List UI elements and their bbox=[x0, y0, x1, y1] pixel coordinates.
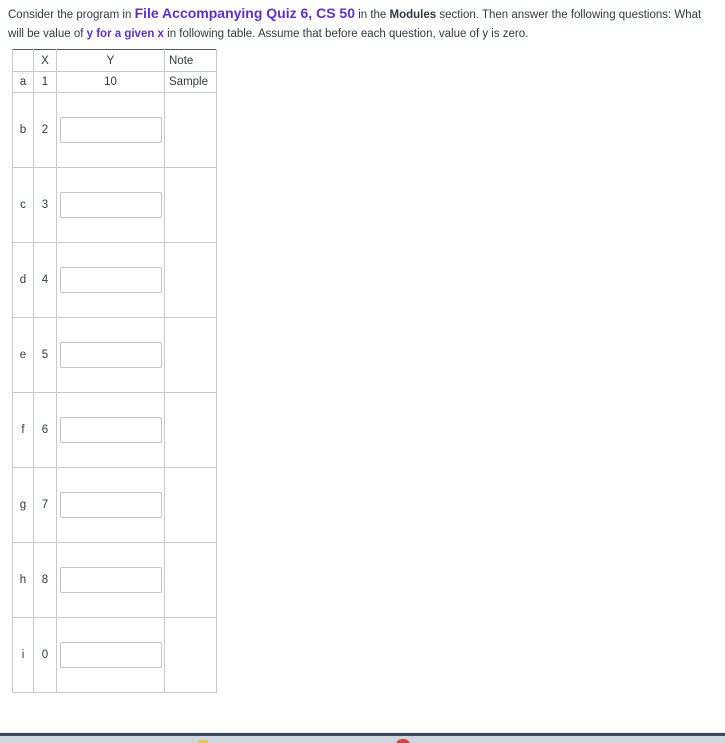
answer-input-d[interactable] bbox=[60, 267, 162, 293]
row-x-value: 2 bbox=[34, 93, 57, 168]
row-x-value: 7 bbox=[34, 468, 57, 543]
row-letter: g bbox=[13, 468, 34, 543]
row-letter: i bbox=[13, 618, 34, 693]
answer-input-e[interactable] bbox=[60, 342, 162, 368]
table-row bbox=[13, 543, 217, 618]
table-row bbox=[13, 318, 217, 393]
row-x-value: 8 bbox=[34, 543, 57, 618]
row-x-value: 3 bbox=[34, 168, 57, 243]
row-letter: h bbox=[13, 543, 34, 618]
header-note: Note bbox=[165, 50, 217, 72]
header-y: Y bbox=[57, 50, 165, 72]
row-x-value: 0 bbox=[34, 618, 57, 693]
answer-input-i[interactable] bbox=[60, 642, 162, 668]
bottom-red-marker bbox=[396, 739, 410, 743]
table-row bbox=[13, 93, 217, 168]
sample-note: Sample bbox=[165, 72, 217, 93]
row-letter: a bbox=[13, 72, 34, 93]
row-x-value: 1 bbox=[34, 72, 57, 93]
answer-input-g[interactable] bbox=[60, 492, 162, 518]
row-x-value: 4 bbox=[34, 243, 57, 318]
table-row bbox=[13, 393, 217, 468]
row-x-value: 5 bbox=[34, 318, 57, 393]
table-header-row bbox=[13, 50, 217, 72]
row-letter: e bbox=[13, 318, 34, 393]
row-letter: f bbox=[13, 393, 34, 468]
answer-input-f[interactable] bbox=[60, 417, 162, 443]
intro-text-2: in the bbox=[355, 9, 390, 21]
answer-input-b[interactable] bbox=[60, 117, 162, 143]
intro-text-4: in following table. Assume that before each question, value of y is zero. bbox=[163, 28, 529, 40]
highlight-text: y for a given x bbox=[86, 28, 164, 40]
intro-text-3: section. Then answer the following questions: What will be value of bbox=[8, 9, 702, 40]
answer-input-h[interactable] bbox=[60, 567, 162, 593]
row-letter: b bbox=[13, 93, 34, 168]
answer-table bbox=[12, 49, 217, 693]
table-row bbox=[13, 468, 217, 543]
header-x: X bbox=[34, 50, 57, 72]
sample-y-value: 10 bbox=[57, 72, 165, 93]
table-row bbox=[13, 618, 217, 693]
bottom-scroll-bar bbox=[0, 732, 725, 743]
file-link[interactable]: File Accompanying Quiz 6, CS 50 bbox=[134, 5, 355, 21]
intro-text-1: Consider the program in bbox=[8, 9, 135, 21]
modules-text: Modules bbox=[389, 9, 437, 21]
table-row bbox=[13, 243, 217, 318]
question-intro bbox=[8, 4, 713, 44]
row-letter: d bbox=[13, 243, 34, 318]
row-x-value: 6 bbox=[34, 393, 57, 468]
answer-input-c[interactable] bbox=[60, 192, 162, 218]
header-letter bbox=[13, 50, 34, 72]
sample-row bbox=[13, 72, 217, 93]
table-row bbox=[13, 168, 217, 243]
row-letter: c bbox=[13, 168, 34, 243]
